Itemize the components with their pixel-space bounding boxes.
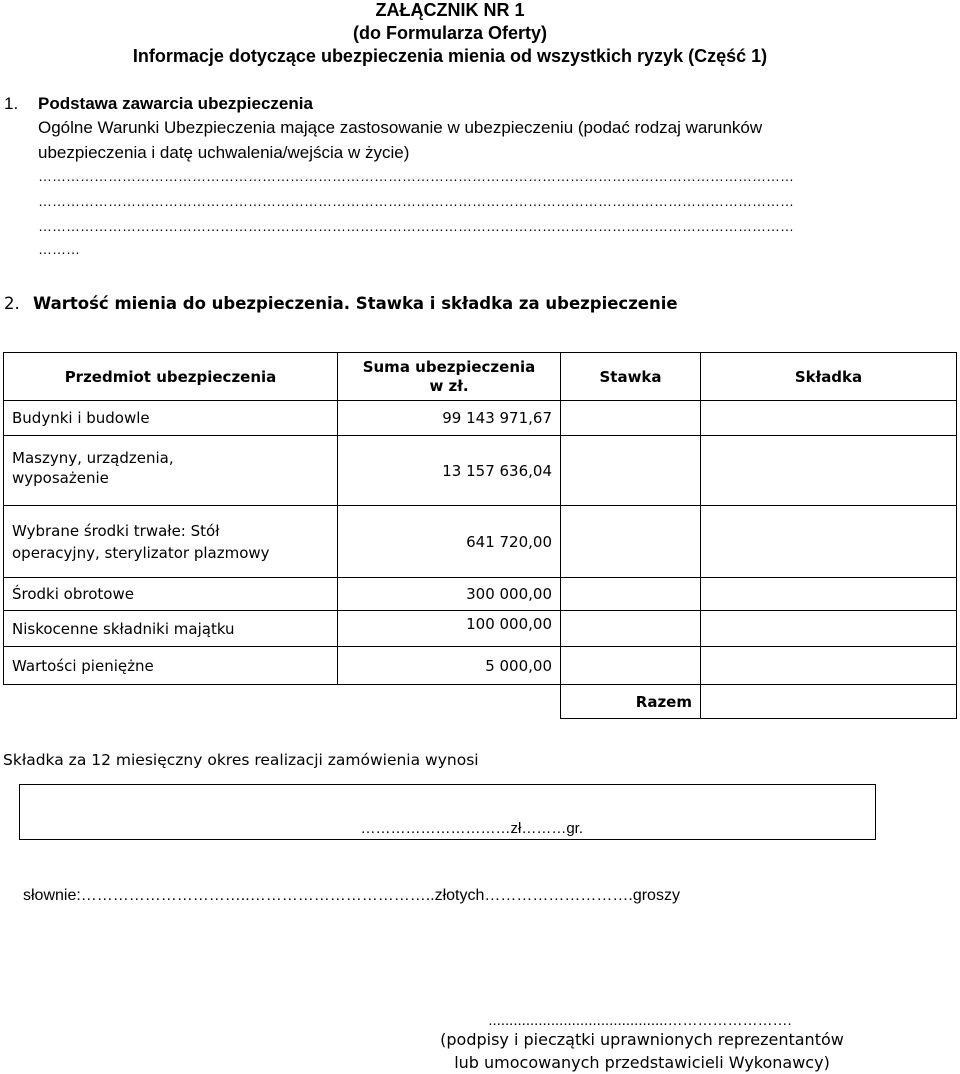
fill-line-4: ……… (38, 241, 80, 257)
row-subject: Środki obrotowe (4, 578, 338, 611)
section1-title: Podstawa zawarcia ubezpieczenia (38, 94, 313, 113)
row-subject: Niskocenne składniki majątku (4, 611, 338, 647)
row-subject-line1: Wybrane środki trwałe: Stół (12, 521, 220, 540)
row-sum: 300 000,00 (338, 578, 561, 611)
row-sum: 5 000,00 (338, 647, 561, 685)
total-premium-cell[interactable] (701, 685, 957, 719)
table-row (4, 436, 957, 506)
document-title: Informacje dotyczące ubezpieczenia mienia od wszystkich ryzyk (Część 1) (132, 46, 768, 66)
annex-title: ZAŁĄCZNIK NR 1 (375, 0, 525, 20)
fill-line-1: ……………………………………………………………………………………………………………………………………………… (38, 168, 794, 184)
premium-note: Składka za 12 miesięczny okres realizacji zamówienia wynosi (3, 751, 479, 769)
section2-title: Wartość mienia do ubezpieczenia. (33, 294, 351, 313)
row-premium-cell[interactable] (701, 436, 957, 506)
fill-line-2: ……………………………………………………………………………………………………………………………………………… (38, 193, 794, 209)
section1-text-line2: ubezpieczenia i datę uchwalenia/wejścia w życie) (38, 143, 410, 162)
row-rate-cell[interactable] (561, 578, 701, 611)
amount-in-words-line: słownie:…………………………..……………………………..złotych……………………….groszy (23, 887, 680, 904)
row-rate-cell[interactable] (561, 611, 701, 647)
header-rate: Stawka (561, 353, 701, 401)
row-rate-cell[interactable] (561, 401, 701, 436)
section2-number: 2. (4, 294, 20, 313)
row-subject-line2: wyposażenie (12, 469, 109, 487)
amount-box-text: …………………………zł………gr. (360, 820, 583, 837)
row-premium-cell[interactable] (701, 647, 957, 685)
table-row (4, 647, 957, 685)
row-subject-line2: operacyjny, sterylizator plazmowy (12, 543, 270, 562)
signature-caption-line1: (podpisy i pieczątki uprawnionych reprezentantów (440, 1030, 844, 1049)
row-sum: 100 000,00 (338, 611, 561, 647)
row-sum: 99 143 971,67 (338, 401, 561, 436)
row-subject: Wartości pieniężne (4, 647, 338, 685)
row-premium-cell[interactable] (701, 401, 957, 436)
row-sum: 641 720,00 (338, 506, 561, 578)
row-subject: Budynki i budowle (4, 401, 338, 436)
row-rate-cell[interactable] (561, 436, 701, 506)
header-sum-line1: Suma ubezpieczenia (362, 357, 536, 376)
row-rate-cell[interactable] (561, 506, 701, 578)
amount-box[interactable] (19, 784, 876, 840)
row-rate-cell[interactable] (561, 647, 701, 685)
total-spacer-2 (338, 685, 561, 719)
row-premium-cell[interactable] (701, 578, 957, 611)
row-premium-cell[interactable] (701, 506, 957, 578)
row-sum: 13 157 636,04 (338, 436, 561, 506)
total-spacer (4, 685, 338, 719)
section2-heading (4, 294, 678, 313)
section1-number: 1. (4, 94, 19, 113)
row-subject-line1: Maszyny, urządzenia, (12, 449, 174, 467)
table-header-row (4, 353, 957, 401)
table-row (4, 401, 957, 436)
table-row (4, 611, 957, 647)
header-sum (338, 353, 561, 401)
signature-dots: ...........................................……………………. (488, 1012, 792, 1029)
table-total-row (4, 685, 957, 719)
row-subject (4, 506, 338, 578)
fill-line-3: ……………………………………………………………………………………………………………………………………………… (38, 218, 794, 234)
row-premium-cell[interactable] (701, 611, 957, 647)
table-row (4, 578, 957, 611)
header-subject: Przedmiot ubezpieczenia (4, 353, 338, 401)
table-row (4, 506, 957, 578)
row-subject (4, 436, 338, 506)
header-premium: Składka (701, 353, 957, 401)
section2-title-rest: Stawka i składka za ubezpieczenie (350, 294, 678, 313)
header-sum-line2: w zł. (429, 376, 469, 395)
annex-subtitle: (do Formularza Oferty) (352, 23, 548, 43)
insurance-value-table (3, 352, 957, 719)
section1-text-line1: Ogólne Warunki Ubezpieczenia mające zastosowanie w ubezpieczeniu (podać rodzaj warunków (38, 118, 763, 137)
signature-caption-line2: lub umocowanych przedstawicieli Wykonawcy) (454, 1053, 830, 1072)
total-label: Razem (561, 685, 701, 719)
